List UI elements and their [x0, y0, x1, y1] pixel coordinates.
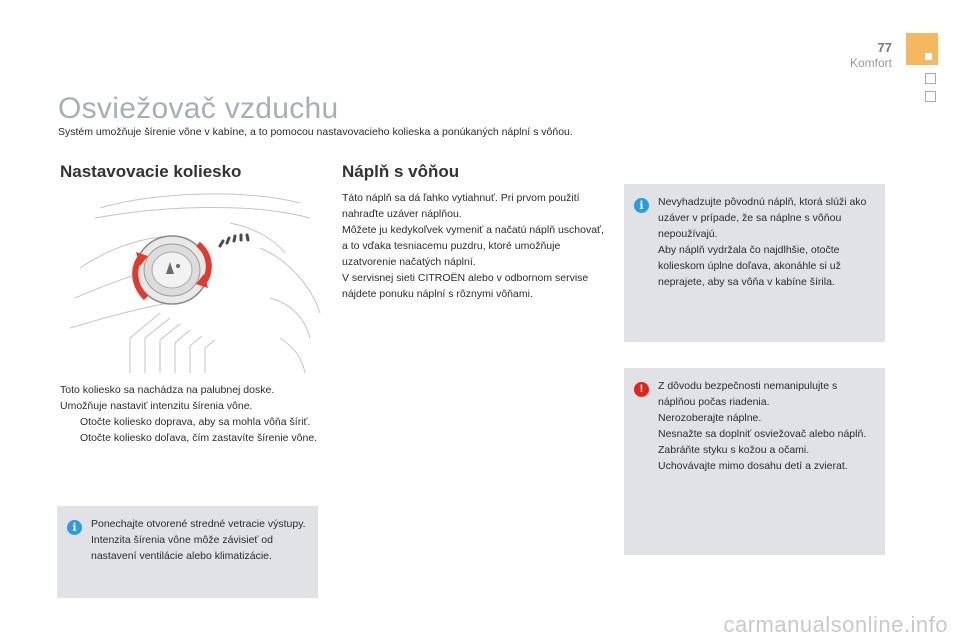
bullet-text: Otočte koliesko doľava, čím zastavíte šírenie vône.	[80, 432, 318, 444]
chapter-tab-active[interactable]	[906, 33, 938, 65]
info-note-box	[624, 184, 885, 342]
knob-heading: Nastavovacie koliesko	[60, 162, 242, 181]
bullet-text: Otočte koliesko doprava, aby sa mohla vôňa šíriť.	[80, 416, 311, 428]
bullet-item	[60, 414, 322, 430]
page-number: 77	[877, 40, 892, 55]
info-line: Nevyhadzujte pôvodnú náplň, ktorá slúži ako uzáver v prípade, že sa náplne s vôňou nepoužívajú.	[658, 196, 867, 240]
section-name: Komfort	[849, 56, 892, 70]
warning-line: Nesnažte sa doplniť osviežovač alebo náplň.	[658, 428, 867, 440]
warning-note-box	[624, 368, 885, 555]
watermark: carmanualsonline.info	[723, 612, 948, 637]
refill-line: Môžete ju kedykoľvek vymeniť a načatú náplň uschovať, a to vďaka tesniacemu puzdru, ktoré umožňuje uzatvorenie načatých náplní.	[342, 224, 604, 268]
info-line: Aby náplň vydržala čo najdlhšie, otočte kolieskom úplne doľava, akonáhle si už neprajete, aby sa vôňa v kabíne šírila.	[658, 244, 841, 288]
bullet-item	[60, 430, 322, 446]
info-icon: i	[67, 520, 82, 535]
refill-line: V servisnej sieti CITROËN alebo v odbornom servise nájdete ponuku náplní s rôznymi vôňami.	[342, 272, 589, 300]
warning-line: Z dôvodu bezpečnosti nemanipulujte s náplňou počas riadenia.	[658, 380, 838, 408]
warning-line: Uchovávajte mimo dosahu detí a zvierat.	[658, 460, 848, 472]
knob-text-line: Toto koliesko sa nachádza na palubnej doske.	[60, 384, 275, 396]
refill-description	[342, 190, 604, 302]
refill-heading: Náplň s vôňou	[342, 162, 460, 181]
note-line: Ponechajte otvorené stredné vetracie výstupy.	[91, 518, 306, 530]
refill-line: Táto náplň sa dá ľahko vytiahnuť. Pri prvom použití nahraďte uzáver náplňou.	[342, 192, 580, 220]
intro-text: Systém umožňuje šírenie vône v kabíne, a to pomocou nastavovacieho kolieska a ponúkaných náplní s vôňou.	[58, 126, 573, 138]
warning-line: Nerozoberajte náplne.	[658, 412, 762, 424]
note-line: Intenzita šírenia vône môže závisieť od nastavení ventilácie alebo klimatizácie.	[91, 534, 273, 562]
chapter-tab[interactable]	[925, 73, 936, 84]
warning-line: Zabráňte styku s kožou a očami.	[658, 444, 810, 456]
chapter-tab[interactable]	[925, 91, 936, 102]
warning-icon: !	[634, 382, 649, 397]
knob-illustration	[70, 188, 322, 373]
ventilation-note-box	[57, 506, 318, 598]
knob-text-line: Umožňuje nastaviť intenzitu šírenia vône.	[60, 400, 253, 412]
page-title: Osviežovač vzduchu	[58, 92, 339, 125]
knob-description	[60, 382, 322, 446]
info-icon: i	[634, 198, 649, 213]
